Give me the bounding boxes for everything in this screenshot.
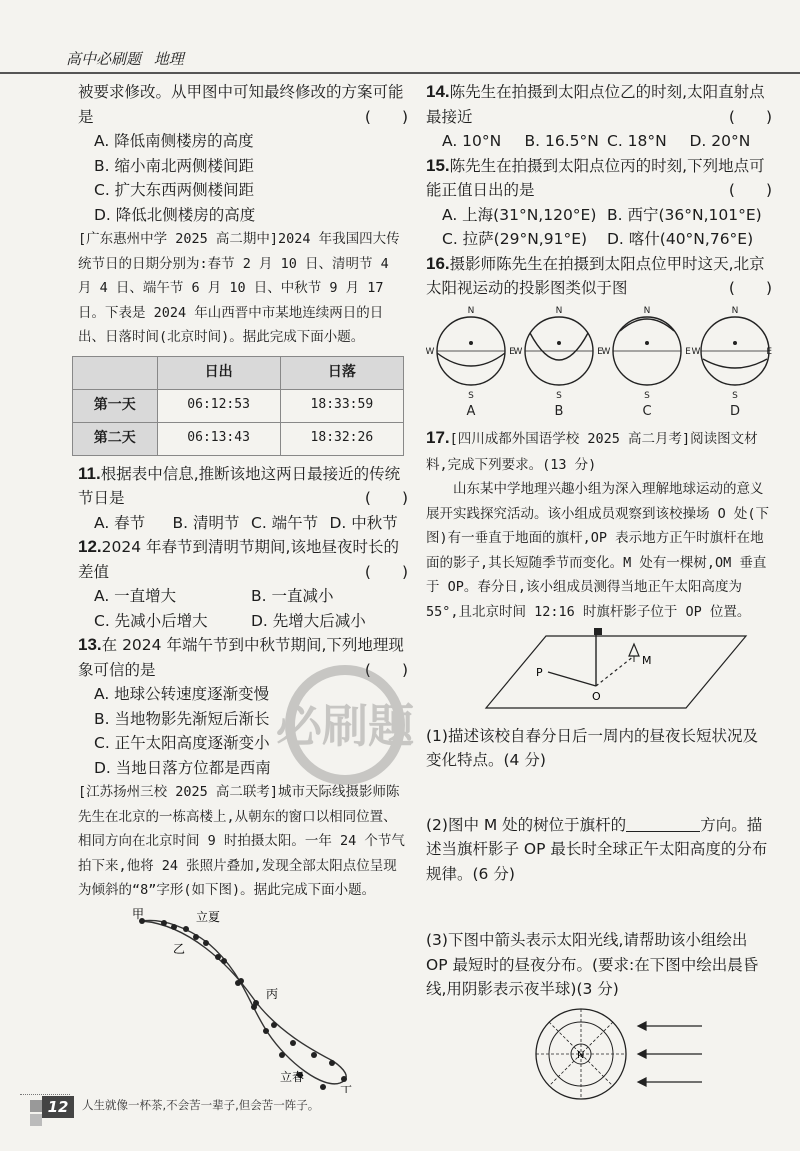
option-a: A. 地球公转速度逐渐变慢 bbox=[94, 685, 270, 703]
label-ding: 丁 bbox=[340, 1083, 353, 1093]
label-bing: 丙 bbox=[266, 986, 279, 1001]
option-b: B. 清明节 bbox=[172, 513, 240, 532]
svg-text:N: N bbox=[467, 305, 475, 316]
diagram-b bbox=[514, 306, 604, 419]
option-b: B. 西宁(36°N,101°E) bbox=[607, 205, 762, 224]
label-o: O bbox=[592, 690, 601, 703]
page-number: 12 bbox=[42, 1096, 74, 1118]
q17-stem: 17.[四川成都外国语学校 2025 高二月考]阅读图文材料,完成下列要求。(13 分) bbox=[426, 428, 758, 473]
analemma-points bbox=[139, 918, 347, 1090]
running-header bbox=[66, 48, 396, 69]
header-rule bbox=[0, 72, 800, 74]
svg-text:S: S bbox=[556, 390, 562, 401]
q15-options-cd bbox=[426, 227, 772, 252]
option-d: D. 喀什(40°N,76°E) bbox=[607, 230, 754, 248]
table-row: 第二天 06:13:43 18:32:26 bbox=[73, 422, 404, 455]
svg-text:W: W bbox=[601, 346, 611, 357]
svg-text:W: W bbox=[426, 346, 435, 357]
context-passage-1: [广东惠州中学 2025 高二期中]2024 年我国四大传统节日的日期分别为:春节 2 月 10 日、清明节 4 月 4 日、端午节 6 月 10 日、中秋节 9 月 17 日。下表是 2024 年山西晋中市某地连续两日的日出、日落时间(北京时间)。据此完成下面小题。 bbox=[78, 231, 400, 345]
prev-option-a: A. 降低南侧楼房的高度 bbox=[94, 132, 254, 150]
q14-stem: 14.陈先生在拍摄到太阳点位乙的时刻,太阳直射点最接近 ( ) bbox=[426, 82, 772, 126]
svg-text:S: S bbox=[732, 390, 738, 401]
table-row: 第一天 06:12:53 18:33:59 bbox=[73, 389, 404, 422]
option-a: A. 10°N bbox=[442, 132, 502, 150]
diagram-d bbox=[692, 306, 772, 419]
context-passage-2: [江苏扬州三校 2025 高二联考]城市天际线摄影师陈先生在北京的一栋高楼上,从朝东的窗口以相同位置、相同方向在北京时间 9 时拍摄太阳。一年 24 个节气拍下来,他将 24 张照片叠加,发现全部太阳点位呈现为倾斜的“8”字形(如下图)。据此完成下面小题。 bbox=[78, 784, 405, 898]
diagram-a bbox=[426, 306, 515, 419]
svg-text:E: E bbox=[509, 346, 515, 357]
svg-text:N: N bbox=[731, 305, 739, 316]
option-c: C. 端午节 bbox=[251, 513, 319, 532]
label-jia: 甲 bbox=[132, 906, 145, 921]
option-c: C. 18°N bbox=[607, 132, 667, 150]
svg-text:S: S bbox=[468, 390, 474, 401]
book-title: 高中必刷题 bbox=[66, 50, 142, 68]
left-column bbox=[78, 80, 408, 1100]
watermark-logo bbox=[240, 650, 450, 800]
label-m: M bbox=[642, 654, 652, 667]
option-c: C. 拉萨(29°N,91°E) bbox=[442, 230, 588, 248]
q11-stem: 11.根据表中信息,推断该地这两日最接近的传统节日是 ( ) bbox=[78, 463, 408, 507]
label-p: P bbox=[536, 666, 543, 679]
footer-decor bbox=[30, 1114, 42, 1126]
watermark-text: 必刷题 bbox=[276, 699, 414, 753]
q14-options bbox=[426, 129, 772, 154]
svg-text:N: N bbox=[555, 305, 563, 316]
prev-question-stem: 被要求修改。从甲图中可知最终修改的方案可能是 ( ) bbox=[78, 83, 408, 126]
option-a: A. 上海(31°N,120°E) bbox=[442, 205, 597, 224]
prev-option-b: B. 缩小南北两侧楼间距 bbox=[94, 156, 254, 175]
q17-material: 山东某中学地理兴趣小组为深入理解地球运动的意义展开实践探究活动。该小组成员观察到该校操场 O 处(下图)有一垂直于地面的旗杆,OP 表示地方正午时旗杆在地面的影子,其长短随季节而变化。M 处有一棵树,OM 垂直于 OP。春分日,该小组成员测得当地正午太阳高度为 55°,且北京时间 12:16 时旗杆影子位于 OP 位置。 bbox=[426, 481, 770, 620]
svg-text:E: E bbox=[766, 346, 772, 357]
q13-stem: 13.在 2024 年端午节到中秋节期间,下列地理现象可信的是 ( ) bbox=[78, 635, 408, 679]
q15-stem: 15.陈先生在拍摄到太阳点位丙的时刻,下列地点可能正值日出的是 ( ) bbox=[426, 155, 772, 199]
prev-option-d: D. 降低北侧楼房的高度 bbox=[94, 205, 256, 224]
sunlight-arrows bbox=[638, 1022, 702, 1086]
q11-options bbox=[78, 511, 408, 536]
analemma-figure bbox=[78, 903, 408, 1093]
answer-blank[interactable] bbox=[626, 815, 700, 832]
label-lichun: 立春 bbox=[280, 1069, 305, 1084]
option-b: B. 16.5°N bbox=[524, 132, 599, 150]
q16-stem: 16.摄影师陈先生在拍摄到太阳点位甲时这天,北京太阳视运动的投影图类似于图 ( ) bbox=[426, 253, 772, 297]
q17-sub1: (1)描述该校自春分日后一周内的昼夜长短状况及变化特点。(4 分) bbox=[426, 726, 758, 769]
q12-options-ab bbox=[78, 584, 408, 609]
svg-text:N: N bbox=[643, 305, 651, 316]
option-c: C. 正午太阳高度逐渐变小 bbox=[94, 734, 270, 752]
svg-text:W: W bbox=[691, 346, 701, 357]
label-lixia: 立夏 bbox=[196, 909, 221, 924]
sunrise-table bbox=[72, 356, 404, 456]
prev-option-c: C. 扩大东西两侧楼间距 bbox=[94, 181, 255, 199]
svg-text:E: E bbox=[597, 346, 603, 357]
option-b: B. 当地物影先渐短后渐长 bbox=[94, 709, 270, 728]
option-b: B. 一直减小 bbox=[251, 587, 334, 605]
svg-text:S: S bbox=[644, 390, 650, 401]
label-a: A bbox=[466, 403, 476, 419]
label-d: D bbox=[729, 403, 741, 419]
label-yi: 乙 bbox=[173, 941, 186, 956]
option-a: A. 春节 bbox=[94, 513, 146, 532]
globe-figure[interactable] bbox=[426, 1002, 772, 1110]
q16-diagrams bbox=[426, 301, 772, 419]
option-d: D. 中秋节 bbox=[329, 513, 398, 532]
table-header-row: 日出 日落 bbox=[73, 356, 404, 389]
label-b: B bbox=[554, 403, 564, 419]
footer-motto: 人生就像一杯茶,不会苦一辈子,但会苦一阵子。 bbox=[82, 1098, 320, 1112]
right-column bbox=[426, 80, 772, 1117]
svg-text:E: E bbox=[685, 346, 691, 357]
q17-sub3: (3)下图中箭头表示太阳光线,请帮助该小组绘出 OP 最短时的昼夜分布。(要求:在下图中绘出晨昏线,用阴影表示夜半球)(3 分) bbox=[426, 931, 759, 998]
flagpole-figure bbox=[426, 624, 772, 716]
diagram-c bbox=[602, 306, 692, 419]
option-c: C. 先减小后增大 bbox=[94, 611, 208, 630]
footer-decor bbox=[30, 1100, 42, 1112]
footer-dots bbox=[20, 1094, 70, 1095]
q17-sub2: (2)图中 M 处的树位于旗杆的 方向。描述当旗杆影子 OP 最长时全球正午太阳高度的分布规律。(6 分) bbox=[426, 815, 768, 883]
option-d: D. 先增大后减小 bbox=[251, 611, 366, 630]
q15-options-ab bbox=[426, 203, 772, 228]
q12-options-cd bbox=[78, 609, 408, 634]
north-pole-label: N bbox=[577, 1049, 585, 1061]
option-d: D. 20°N bbox=[689, 132, 751, 150]
option-a: A. 一直增大 bbox=[94, 587, 177, 605]
subject-title: 地理 bbox=[153, 50, 184, 68]
label-c: C bbox=[642, 403, 652, 419]
q12-stem: 12.2024 年春节到清明节期间,该地昼夜时长的差值 ( ) bbox=[78, 537, 408, 581]
svg-text:W: W bbox=[513, 346, 523, 357]
option-d: D. 当地日落方位都是西南 bbox=[94, 758, 271, 777]
